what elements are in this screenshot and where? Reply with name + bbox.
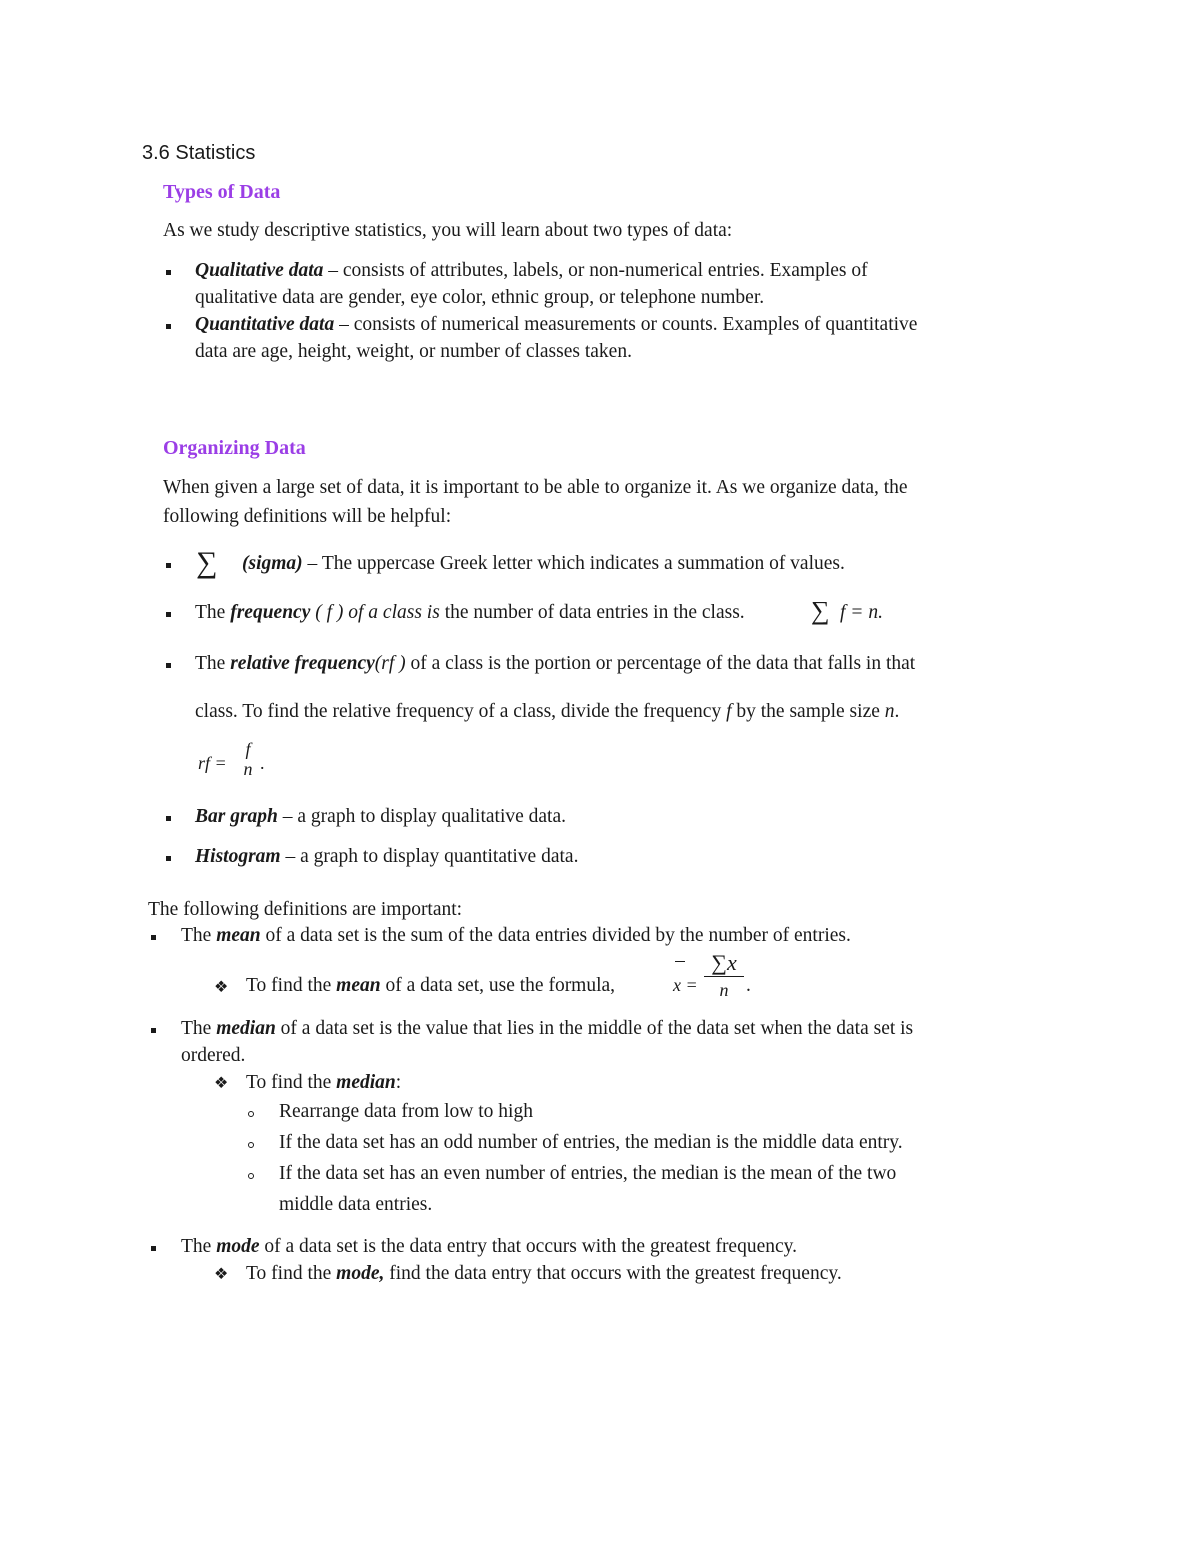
quantitative-desc: – consists of numerical measurements or counts. Examples of quantitative — [334, 314, 918, 335]
bullet-square-icon — [166, 856, 171, 861]
relative-line2-f: f — [726, 701, 732, 722]
mode-term: mode — [216, 1236, 260, 1257]
diamond-bullet-icon: ❖ — [214, 1075, 229, 1092]
quantitative-line-1 — [195, 314, 917, 336]
relative-line2-n: n — [884, 701, 895, 722]
rf-formula-lhs: rf = — [198, 753, 227, 773]
median-sub-end: : — [395, 1072, 402, 1093]
relative-line2-b: by the sample size — [731, 701, 885, 722]
mean-numerator: ∑x — [711, 950, 737, 975]
sigma-desc: – The uppercase Greek letter which indicates a summation of values. — [302, 553, 845, 574]
rf-formula-end: . — [260, 753, 265, 773]
bullet-square-icon — [166, 663, 171, 668]
median-step-3: If the data set has an even number of entries, the median is the mean of the two — [279, 1163, 897, 1184]
mean-definition — [181, 925, 851, 947]
sigma-icon: ∑ — [196, 546, 218, 579]
mean-formula-end: . — [746, 975, 751, 996]
median-desc: of a data set is the value that lies in the middle of the data set when the data set is — [275, 1018, 914, 1039]
median-pre: The — [181, 1018, 217, 1039]
median-sub-term: median — [336, 1072, 396, 1093]
mean-desc: of a data set is the sum of the data entries divided by the number of entries. — [260, 925, 851, 946]
relative-line2-a: class. To find the relative frequency of a class, divide the frequency — [195, 701, 727, 722]
median-step-3-line-2: middle data entries. — [279, 1194, 433, 1215]
relative-desc: of a class is the portion or percentage of the data that falls in that — [405, 653, 916, 674]
types-of-data-heading: Types of Data — [163, 181, 281, 203]
frequency-term: frequency — [230, 602, 311, 623]
qualitative-line-2: qualitative data are gender, eye color, ethnic group, or telephone number. — [195, 287, 765, 308]
mean-formula-fraction — [704, 950, 744, 1003]
circle-bullet-icon — [248, 1173, 254, 1179]
median-line-2: ordered. — [181, 1045, 246, 1066]
bullet-square-icon — [166, 270, 171, 275]
quantitative-term: Quantitative data — [195, 314, 335, 335]
median-line-1 — [181, 1018, 913, 1040]
mode-definition — [181, 1236, 797, 1258]
mode-pre: The — [181, 1236, 217, 1257]
sigma-term: (sigma) — [242, 553, 303, 574]
sum-icon: ∑ — [811, 596, 830, 625]
bullet-square-icon — [166, 324, 171, 329]
bullet-square-icon — [166, 816, 171, 821]
rf-formula-fraction — [238, 739, 258, 779]
mean-term: mean — [216, 925, 261, 946]
frequency-mid: of a class is — [348, 602, 440, 623]
definitions-intro: The following definitions are important: — [148, 899, 463, 920]
qualitative-line-1 — [195, 260, 868, 282]
qualitative-term: Qualitative data — [195, 260, 324, 281]
quantitative-line-2: data are age, height, weight, or number of classes taken. — [195, 341, 632, 362]
circle-bullet-icon — [248, 1142, 254, 1148]
median-term: median — [216, 1018, 276, 1039]
bullet-square-icon — [151, 1028, 156, 1033]
median-sub — [246, 1072, 401, 1094]
frequency-pre: The — [195, 602, 231, 623]
bullet-square-icon — [151, 1246, 156, 1251]
rf-denominator: n — [243, 759, 253, 779]
mean-formula-lhs: x = — [673, 975, 698, 995]
relative-frequency-line-2 — [195, 701, 899, 723]
bullet-square-icon — [166, 563, 171, 568]
bar-graph-definition — [195, 806, 566, 828]
mean-denominator: n — [719, 980, 729, 1000]
mean-sub — [246, 975, 615, 997]
mode-sub-text: find the data entry that occurs with the greatest frequency. — [384, 1263, 842, 1284]
rf-numerator: f — [245, 739, 251, 759]
median-step-1: Rearrange data from low to high — [279, 1101, 533, 1122]
diamond-bullet-icon: ❖ — [214, 1266, 229, 1283]
organizing-data-heading: Organizing Data — [163, 437, 306, 459]
frequency-definition — [195, 602, 745, 624]
histogram-desc: – a graph to display quantitative data. — [280, 846, 579, 867]
bar-graph-desc: – a graph to display qualitative data. — [277, 806, 566, 827]
median-step-2: If the data set has an odd number of entries, the median is the middle data entry. — [279, 1132, 903, 1153]
diamond-bullet-icon: ❖ — [214, 979, 229, 996]
relative-line2-c: . — [894, 701, 900, 722]
mean-pre: The — [181, 925, 217, 946]
types-intro: As we study descriptive statistics, you will learn about two types of data: — [163, 220, 733, 241]
frequency-symbol: ( f ) — [310, 602, 349, 623]
mean-sub-pre: To find the — [246, 975, 337, 996]
qualitative-desc: – consists of attributes, labels, or non-numerical entries. Examples of — [323, 260, 868, 281]
mean-sub-text: of a data set, use the formula, — [380, 975, 616, 996]
x-bar-overline — [675, 961, 685, 962]
frequency-desc: the number of data entries in the class. — [439, 602, 745, 623]
histogram-definition — [195, 846, 578, 868]
histogram-term: Histogram — [195, 846, 281, 867]
frequency-formula: f = n. — [840, 602, 883, 623]
relative-pre: The — [195, 653, 231, 674]
bullet-square-icon — [166, 612, 171, 617]
mean-sub-term: mean — [336, 975, 381, 996]
bar-graph-term: Bar graph — [195, 806, 278, 827]
organizing-intro-line-2: following definitions will be helpful: — [163, 506, 452, 527]
mode-sub-term: mode, — [336, 1263, 385, 1284]
relative-frequency-symbol: (rf ) — [374, 653, 406, 674]
relative-frequency-line-1 — [195, 653, 915, 675]
organizing-intro-line-1: When given a large set of data, it is important to be able to organize it. As we organize data, the — [163, 477, 908, 498]
relative-frequency-term: relative frequency — [230, 653, 375, 674]
bullet-square-icon — [151, 935, 156, 940]
sigma-definition — [242, 553, 845, 575]
mode-desc: of a data set is the data entry that occurs with the greatest frequency. — [259, 1236, 798, 1257]
mode-sub-pre: To find the — [246, 1263, 337, 1284]
median-sub-pre: To find the — [246, 1072, 337, 1093]
section-title: 3.6 Statistics — [142, 142, 256, 164]
mode-sub — [246, 1263, 842, 1285]
circle-bullet-icon — [248, 1111, 254, 1117]
